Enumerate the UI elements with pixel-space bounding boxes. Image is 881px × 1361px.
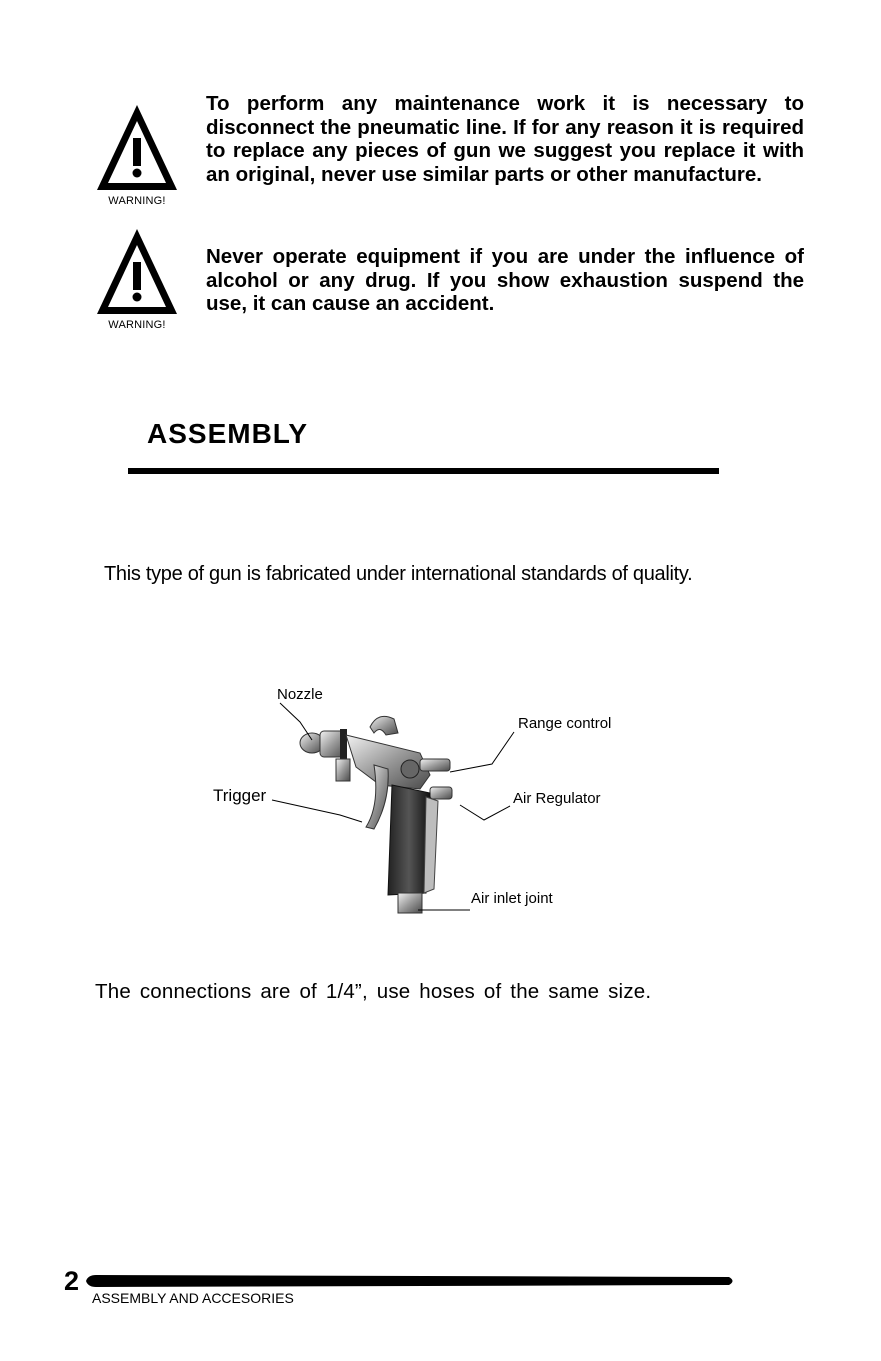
page-number: 2 <box>64 1266 80 1296</box>
footer-section-label: ASSEMBLY AND ACCESORIES <box>92 1290 294 1306</box>
callout-nozzle: Nozzle <box>277 686 323 703</box>
callout-air-regulator: Air Regulator <box>513 790 601 807</box>
footer-rule <box>86 1274 736 1288</box>
warning-caption: WARNING! <box>108 195 166 207</box>
warning-text-2: Never operate equipment if you are under the influence of alcohol or any drug. If you show exhaustion suspend the use, it can cause an accident. <box>206 245 804 315</box>
intro-text: This type of gun is fabricated under international standards of quality. <box>104 563 693 585</box>
warning-caption: WARNING! <box>108 319 166 331</box>
section-title: ASSEMBLY <box>147 418 309 449</box>
callout-air-inlet-joint: Air inlet joint <box>471 890 553 907</box>
connections-note: The connections are of 1/4”, use hoses of the same size. <box>95 980 652 1003</box>
warning-text-1: To perform any maintenance work it is necessary to disconnect the pneumatic line. If for any reason it is required to replace any pieces of gun we suggest you replace it with an original, never use similar parts or other manufacture. <box>206 92 804 186</box>
callout-trigger: Trigger <box>213 786 267 805</box>
callout-range-control: Range control <box>518 715 612 732</box>
